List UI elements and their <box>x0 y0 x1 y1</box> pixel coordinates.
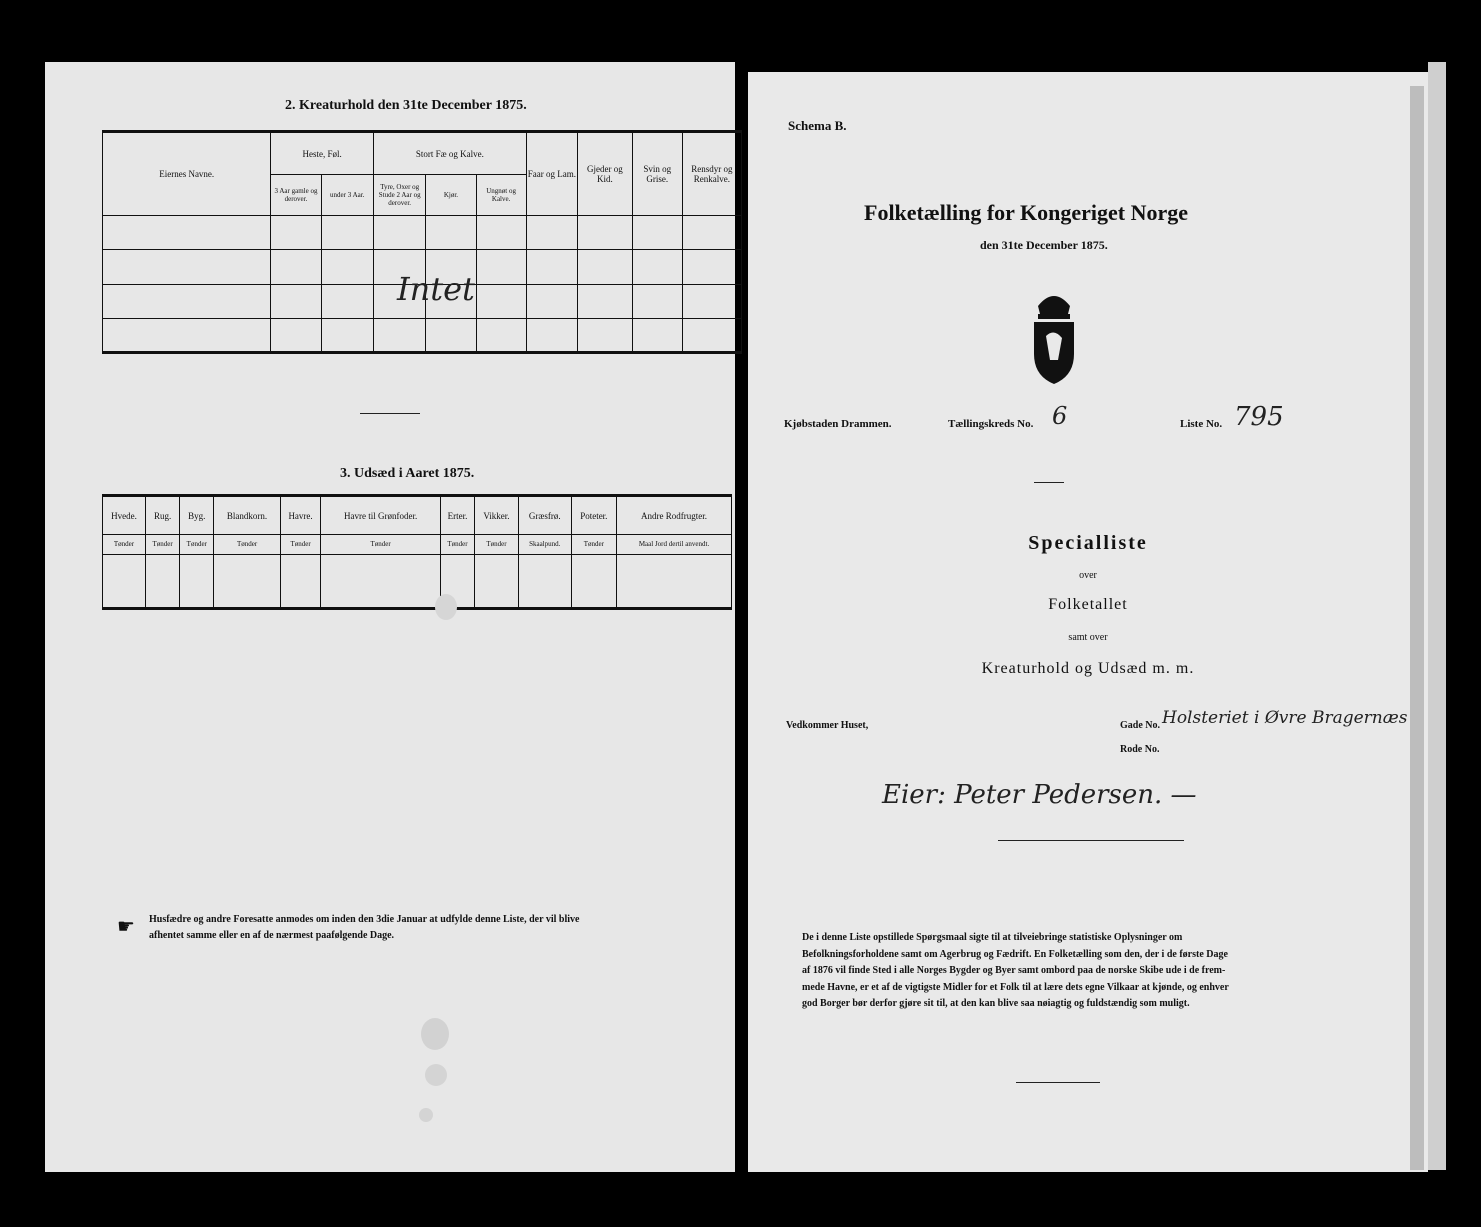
seed-unit: Skaalpund. <box>518 535 571 555</box>
notice-line2: afhentet samme eller en af de nærmest paafølgende Dage. <box>149 930 395 941</box>
seed-unit: Tønder <box>280 535 321 555</box>
para-line-4: mede Havne, er et af de vigtigste Midler for et Folk til at lære dets egne Vilkaar at kjønde, og enhver <box>802 981 1229 993</box>
seed-cell <box>475 554 519 608</box>
seed-header: Blandkorn. <box>214 496 280 535</box>
horses-sub1: 3 Aar gamle og derover. <box>271 175 321 216</box>
samt-over-text: samt over <box>1068 632 1108 643</box>
seed-unit: Tønder <box>103 535 146 555</box>
pointing-hand-icon: ☛ <box>117 916 135 938</box>
seed-header: Græsfrø. <box>518 496 571 535</box>
stain <box>421 1018 449 1050</box>
horses-header: Heste, Føl. <box>271 132 374 175</box>
section3-title: 3. Udsæd i Aaret 1875. <box>340 466 475 481</box>
right-page <box>748 72 1428 1172</box>
seed-header: Byg. <box>180 496 214 535</box>
main-title: Folketælling for Kongeriget Norge <box>864 200 1189 225</box>
para-line-2: Befolkningsforholdene samt om Agerbrug og Fædrift. En Folketælling som den, der i de første Dage <box>802 948 1228 960</box>
seed-unit: Tønder <box>146 535 180 555</box>
gade-value: Holsteriet i Øvre Bragernæs <box>1162 708 1408 728</box>
page-edge <box>1410 86 1424 1170</box>
pigs-header: Svin og Grise. <box>632 132 682 216</box>
kreds-label: Tællingskreds No. <box>948 418 1034 430</box>
date-line: den 31te December 1875. <box>980 238 1108 252</box>
seed-header: Havre. <box>280 496 321 535</box>
horses-sub2: under 3 Aar. <box>321 175 373 216</box>
livestock-handwritten-entry: Intet <box>397 270 475 308</box>
seed-cell <box>617 554 732 608</box>
seed-unit: Tønder <box>440 535 474 555</box>
para-line-5: god Borger bør derfor gjøre sit til, at den kan blive saa nøiagtig og fuldstændig som muligt. <box>802 998 1190 1009</box>
gade-label: Gade No. <box>1120 720 1160 731</box>
divider <box>360 413 420 414</box>
seed-header: Havre til Grønfoder. <box>321 496 441 535</box>
seed-header: Poteter. <box>571 496 616 535</box>
kreds-number: 6 <box>1052 402 1068 430</box>
seed-cell <box>571 554 616 608</box>
folketallet-heading: Folketallet <box>1048 596 1128 613</box>
seed-unit: Tønder <box>571 535 616 555</box>
seed-header: Andre Rodfrugter. <box>617 496 732 535</box>
sheep-header: Faar og Lam. <box>526 132 577 216</box>
livestock-table <box>102 130 742 354</box>
coat-of-arms-icon <box>1024 284 1084 388</box>
seed-header: Rug. <box>146 496 180 535</box>
goats-header: Gjeder og Kid. <box>578 132 633 216</box>
left-page <box>45 62 735 1172</box>
kreaturhold-heading: Kreaturhold og Udsæd m. m. <box>981 660 1195 677</box>
notice-line1: Husfædre og andre Foresatte anmodes om inden den 3die Januar at udfylde denne Liste, der vil blive <box>149 914 580 925</box>
seed-header: Vikker. <box>475 496 519 535</box>
seed-cell <box>146 554 180 608</box>
divider <box>998 840 1184 841</box>
seed-unit: Tønder <box>475 535 519 555</box>
section2-title: 2. Kreaturhold den 31te December 1875. <box>285 98 527 113</box>
seed-cell <box>518 554 571 608</box>
kjobstad: Kjøbstaden Drammen. <box>784 418 892 430</box>
cattle-sub1: Tyre, Oxer og Stude 2 Aar og derover. <box>373 175 425 216</box>
seed-cell <box>321 554 441 608</box>
seed-unit: Tønder <box>214 535 280 555</box>
seed-unit: Maal Jord dertil anvendt. <box>617 535 732 555</box>
seed-cell <box>280 554 321 608</box>
schema-label: Schema B. <box>788 118 847 133</box>
para-line-1: De i denne Liste opstillede Spørgsmaal sigte til at tilveiebringe statistiske Oplysninger om <box>802 932 1183 943</box>
stain <box>425 1064 447 1086</box>
seed-unit: Tønder <box>180 535 214 555</box>
rode-label: Rode No. <box>1120 744 1160 755</box>
reindeer-header: Rensdyr og Renkalve. <box>682 132 741 216</box>
info-paragraph <box>802 930 1382 1013</box>
seed-header: Erter. <box>440 496 474 535</box>
seed-cell <box>103 554 146 608</box>
divider <box>1034 482 1064 483</box>
specialliste-heading: Specialliste <box>1028 532 1148 554</box>
seed-cell <box>214 554 280 608</box>
cattle-header: Stort Fæ og Kalve. <box>373 132 526 175</box>
stain <box>435 594 457 620</box>
seed-header: Hvede. <box>103 496 146 535</box>
cattle-sub2: Kjør. <box>426 175 476 216</box>
vedkommer-label: Vedkommer Huset, <box>786 720 869 731</box>
owner-handwritten: Eier: Peter Pedersen. — <box>882 780 1197 810</box>
para-line-3: af 1876 vil finde Sted i alle Norges Bygder og Byer samt ombord paa de norske Skibe ude i de frem- <box>802 965 1226 976</box>
seed-table <box>102 494 732 610</box>
liste-label: Liste No. <box>1180 418 1223 430</box>
cattle-sub3: Ungnøt og Kalve. <box>476 175 526 216</box>
page-edge <box>1428 62 1446 1170</box>
stain <box>419 1108 433 1122</box>
owner-header: Eiernes Navne. <box>103 132 271 216</box>
seed-unit: Tønder <box>321 535 441 555</box>
over-text: over <box>1079 570 1097 581</box>
liste-number: 795 <box>1234 402 1284 432</box>
divider <box>1016 1082 1100 1083</box>
seed-cell <box>180 554 214 608</box>
